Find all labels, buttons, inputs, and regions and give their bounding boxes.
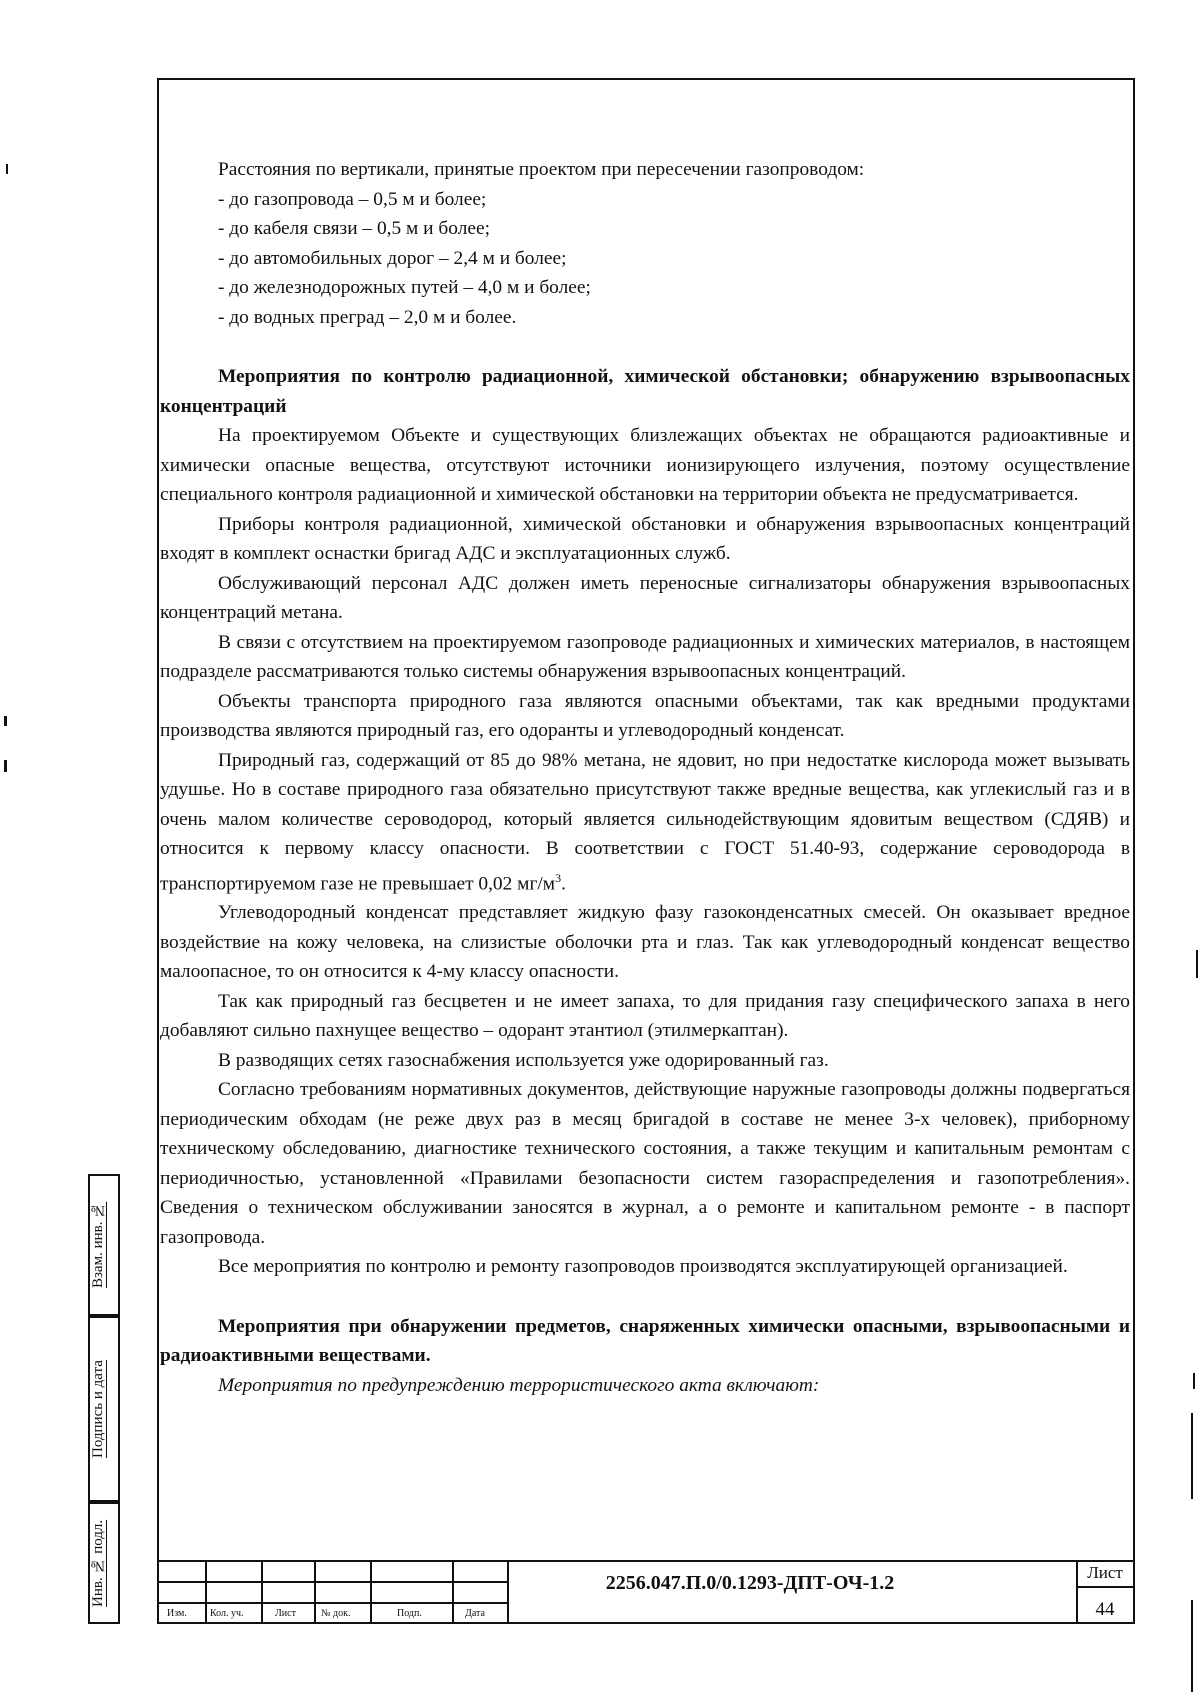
- scan-mark: [1191, 1600, 1193, 1692]
- col-data: Дата: [465, 1608, 485, 1619]
- col-kol-uch: Кол. уч.: [210, 1608, 244, 1619]
- paragraph: Согласно требованиям нормативных документов, действующие наружные газопроводы должны подвергаться периодическим обходам (не реже двух раз в месяц бригадой в составе не менее 3-х человек), приборному техническому обследованию, диагностике технического состояния, а также текущим и капитальным ремонтам с периодичностью, установленной «Правилами безопасности систем газораспределения и газопотребления». Сведения о техническом обслуживании заносятся в журнал, а о ремонте и капитальном ремонте - в паспорт газопровода.: [160, 1079, 1130, 1248]
- col-n-dok: № док.: [321, 1608, 351, 1619]
- side-label-podpis: Подпись и дата: [90, 1360, 106, 1458]
- scan-mark: [4, 716, 7, 726]
- sheet-label: Лист: [1087, 1563, 1123, 1582]
- scan-mark: [4, 760, 7, 772]
- paragraph: На проектируемом Объекте и существующих близлежащих объектах не обращаются радиоактивные и химически опасные вещества, отсутствуют источники ионизирующего излучения, поэтому осуществление специального контроля радиационной и химической обстановки на территории объекта не предусматривается.: [160, 425, 1130, 505]
- italic-line: Мероприятия по предупреждению террористического акта включают:: [218, 1374, 820, 1396]
- document-body: [160, 155, 1130, 1400]
- side-label-vzam: Взам. инв. №: [90, 1201, 106, 1289]
- distance-item: - до железнодорожных путей – 4,0 м и более;: [218, 277, 591, 298]
- superscript: 3: [555, 870, 562, 885]
- side-label-inv: Инв. № подл.: [90, 1519, 106, 1607]
- paragraph: В связи с отсутствием на проектируемом газопроводе радиационных и химических материалов, в настоящем подразделе рассматриваются только системы обнаружения взрывоопасных концентраций.: [160, 631, 1130, 682]
- section-heading: Мероприятия по контролю радиационной, химической обстановки; обнаружению взрывоопасных концентраций: [160, 366, 1130, 417]
- paragraph: Углеводородный конденсат представляет жидкую фазу газоконденсатных смесей. Он оказывает вредное воздействие на кожу человека, на слизистые оболочки рта и глаз. Так как углеводородный конденсат вещество малоопасное, то он относится к 4-му классу опасности.: [160, 902, 1130, 983]
- sheet-number: 44: [1095, 1599, 1115, 1620]
- distance-item: - до автомобильных дорог – 2,4 м и более;: [218, 247, 567, 269]
- distance-item: - до кабеля связи – 0,5 м и более;: [218, 218, 490, 239]
- distance-item: - до газопровода – 0,5 м и более;: [218, 188, 487, 210]
- paragraph: Объекты транспорта природного газа являются опасными объектами, так как вредными продуктами производства являются природный газ, его одоранты и углеводородный конденсат.: [160, 690, 1130, 741]
- paragraph: В разводящих сетях газоснабжения используется уже одорированный газ.: [218, 1049, 829, 1071]
- paragraph-gas: [160, 746, 1130, 899]
- paragraph: Приборы контроля радиационной, химической обстановки и обнаружения взрывоопасных концентраций входят в комплект оснастки бригад АДС и эксплуатационных служб.: [160, 513, 1130, 564]
- scan-mark: [1191, 1413, 1193, 1499]
- paragraph: Так как природный газ бесцветен и не имеет запаха, то для придания газу специфического запаха в него добавляют сильно пахнущее вещество – одорант этантиол (этилмеркаптан).: [160, 990, 1130, 1042]
- gas-text: Природный газ, содержащий от 85 до 98% метана, не ядовит, но при недостатке кислорода может вызывать удушье. Но в составе природного газа обязательно присутствуют также вредные вещества, как углекислый газ и в очень малом количестве сероводород, который является сильнодействующим ядовитым веществом (СДЯВ) и относится к первому классу опасности. В соответствии с ГОСТ 51.40-93, содержание сероводорода в транспортируемом газе не превышает 0,02 мг/м: [160, 749, 1130, 894]
- col-list: Лист: [275, 1608, 296, 1619]
- section-heading: Мероприятия при обнаружении предметов, снаряженных химически опасными, взрывоопасными и радиоактивными веществами.: [160, 1315, 1130, 1367]
- gas-text-end: .: [561, 872, 566, 894]
- distance-item: - до водных преград – 2,0 м и более.: [218, 306, 517, 328]
- col-izm: Изм.: [167, 1608, 187, 1619]
- scan-mark: [6, 164, 8, 174]
- paragraph: Обслуживающий персонал АДС должен иметь переносные сигнализаторы обнаружения взрывоопасных концентраций метана.: [160, 572, 1130, 623]
- intro-line: Расстояния по вертикали, принятые проектом при пересечении газопроводом:: [218, 159, 865, 180]
- col-podp: Подп.: [397, 1608, 422, 1619]
- paragraph: Все мероприятия по контролю и ремонту газопроводов производятся эксплуатирующей организацией.: [218, 1256, 1068, 1278]
- scan-mark: [1193, 1373, 1195, 1389]
- document-code: 2256.047.П.0/0.1293-ДПТ-ОЧ-1.2: [605, 1572, 895, 1594]
- scan-mark: [1196, 950, 1198, 978]
